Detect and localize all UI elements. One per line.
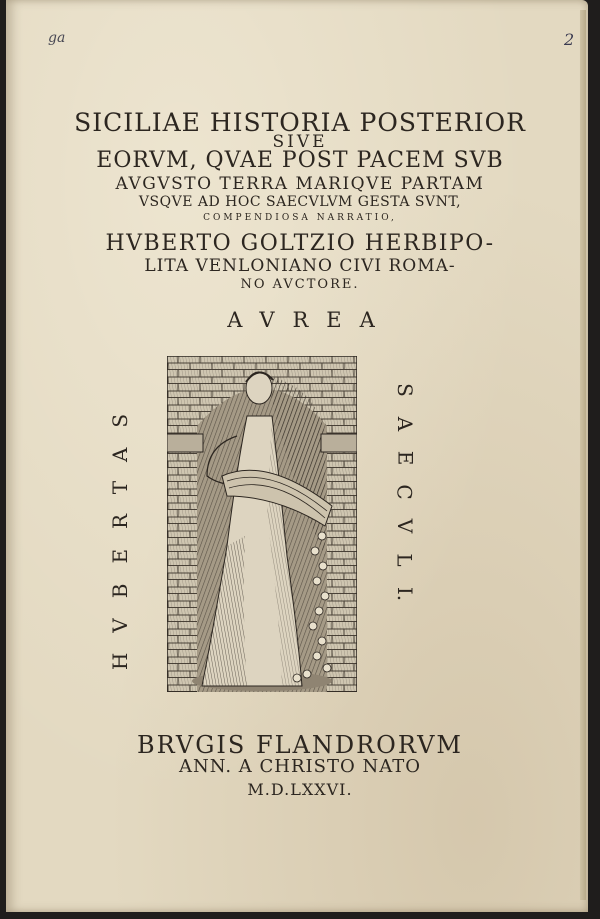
right-legend-letter: S [392, 383, 417, 397]
right-legend-letter: V [392, 518, 417, 534]
right-legend-letter: E [392, 450, 417, 466]
title-line-3: EORVM, QVAE POST PACEM SVB [96, 148, 504, 173]
handwritten-annotation-left: ga [48, 30, 66, 46]
imprint-place: BRVGIS FLANDRORVM [137, 731, 463, 759]
title-line-2: SIVE [272, 132, 328, 152]
title-line-6: COMPENDIOSA NARRATIO, [203, 213, 397, 223]
author-line-1: HVBERTO GOLTZIO HERBIPO- [105, 231, 495, 256]
author-line-3: NO AVCTORE. [240, 277, 360, 292]
left-legend [108, 372, 132, 692]
title-line-1: SICILIAE HISTORIA POSTERIOR [74, 108, 526, 137]
imprint-date-prefix: ANN. A CHRISTO NATO [179, 756, 421, 777]
engraving-illustration [167, 356, 357, 692]
left-legend-text: HVBERTAS [108, 393, 132, 671]
right-legend-letter: C [393, 484, 417, 500]
author-line-2: LITA VENLONIANO CIVI ROMA- [144, 256, 456, 276]
motto-top: AVREA [227, 308, 393, 332]
right-legend-letter: L [393, 553, 417, 567]
imprint-year: M.D.LXXVI. [247, 780, 353, 799]
right-legend-letter: A [392, 416, 417, 432]
title-line-4: AVGVSTO TERRA MARIQVE PARTAM [115, 174, 485, 194]
handwritten-page-number: 2 [564, 30, 575, 49]
right-legend-letter: I. [392, 586, 417, 602]
title-line-5: VSQVE AD HOC SAECVLVM GESTA SVNT, [138, 194, 462, 210]
right-legend [393, 380, 417, 604]
